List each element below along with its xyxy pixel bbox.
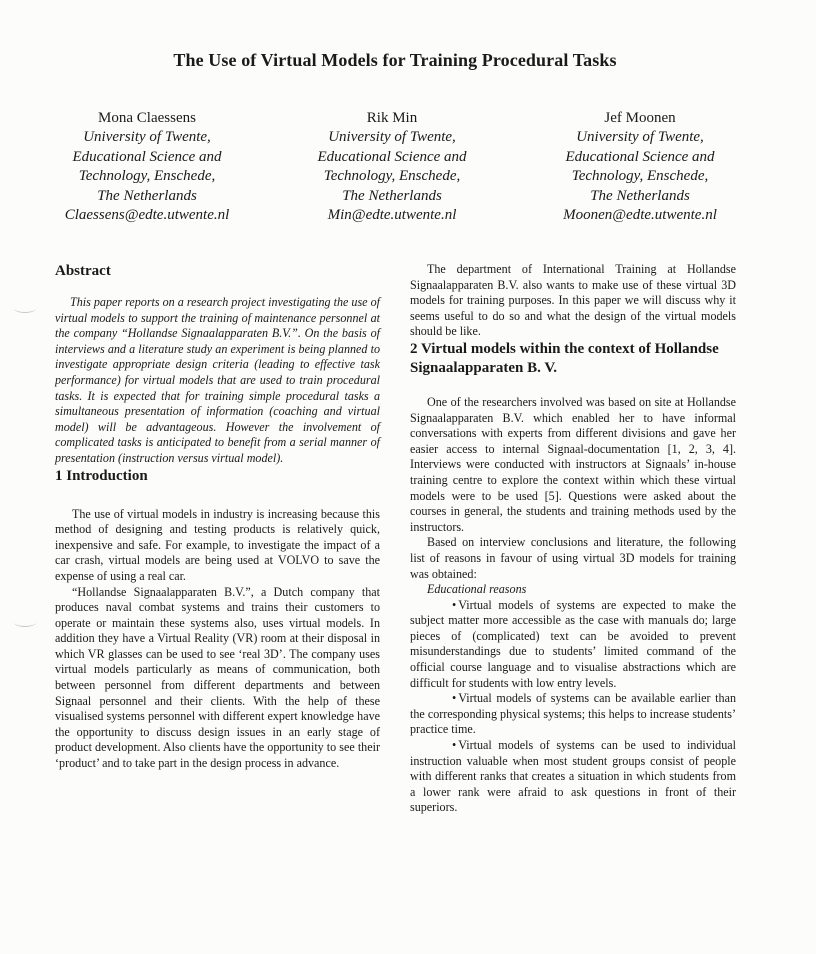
paragraph: One of the researchers involved was based on site at Hollandse Signaalapparaten B.V. which enabled her to have informal conversations with experts from different divisions and gave her easier access to internal Signaal-documentation [1, 2, 3, 4]. Interviews were conducted with instructors at Signaals’ in-house training centre to explore the context within which these virtual models were to be used [5]. Questions were asked about the courses in general, the students and training methods used by the instructors. bbox=[410, 394, 736, 534]
bullet-item: • Virtual models of systems can be used to individual instruction valuable when most student groups consist of people with different ranks that creates a situation in which students from a lower rank were afraid to ask questions in front of their superiors. bbox=[410, 738, 736, 816]
section-heading-introduction: 1 Introduction bbox=[55, 467, 148, 484]
bullet-item: • Virtual models of systems are expected to make the subject matter more accessible as the case with manuals do; large pieces of (complicated) text can be avoided to prevent misunderstandings due to students’ limited command of the official course language and to visualise abstractions which are difficult for students with low entry levels. bbox=[410, 598, 736, 692]
abstract-text: This paper reports on a research project investigating the use of virtual models to support the training of maintenance personnel at the company “Hollandse Signaalapparaten B.V.”. On the basis of interviews and a literature study an experiment is being planned to investigate appropriate design criteria (leading to effective task performance) for virtual models that are used to train procedural tasks. It is expected that for training simple procedural tasks a simultaneous presentation of information (coaching and virtual model) will be advantageous. However the involvement of complicated tasks is anticipated to benefit from a serial manner of presentation (instruction versus virtual model). bbox=[55, 295, 380, 465]
author-block bbox=[272, 109, 512, 225]
author-affiliation: Technology, Enschede, bbox=[78, 168, 216, 185]
author-affiliation: Educational Science and bbox=[317, 148, 467, 165]
paragraph: Based on interview conclusions and literature, the following list of reasons in favour of using virtual 3D models for training was obtained: bbox=[410, 535, 736, 581]
author-affiliation: University of Twente, bbox=[328, 129, 456, 146]
author-block bbox=[520, 109, 760, 225]
author-affiliation: Technology, Enschede, bbox=[571, 168, 709, 185]
author-affiliation: Educational Science and bbox=[565, 148, 715, 165]
binder-hole-mark bbox=[14, 304, 36, 313]
section-heading-virtual-models: 2 Virtual models within the context of Hollandse Signaalapparaten B. V. bbox=[410, 340, 719, 376]
subsection-heading: Educational reasons bbox=[427, 582, 527, 597]
author-affiliation: University of Twente, bbox=[83, 129, 211, 146]
paragraph: “Hollandse Signaalapparaten B.V.”, a Dutch company that produces naval combat systems and trains their customers to operate or maintain these systems also, uses virtual models. In addition they have a Virtual Reality (VR) room at their disposal in which VR glasses can be used to see ‘real 3D’. The company uses virtual models particularly as means of communication, both between personnel from different departments and between Signaal personnel and their clients. With the help of these visualised systems personnel with different expert knowledge have the opportunity to discuss design issues in an early stage of product development. Also clients have the opportunity to see their ‘product’ and to take part in the design process in advance. bbox=[55, 584, 380, 771]
paper-title: The Use of Virtual Models for Training Procedural Tasks bbox=[173, 50, 617, 70]
abstract-heading: Abstract bbox=[55, 263, 111, 279]
binder-hole-mark bbox=[14, 618, 36, 627]
bullet-item: • Virtual models of systems can be available earlier than the corresponding physical systems; this helps to increase students’ practice time. bbox=[410, 691, 736, 738]
author-name: Rik Min bbox=[366, 110, 418, 126]
paragraph: The department of International Training at Hollandse Signaalapparaten B.V. also wants to make use of these virtual 3D models for training purposes. In this paper we will discuss why it seems useful to do so and what the design of the virtual models should be like. bbox=[410, 262, 736, 339]
right-column bbox=[410, 262, 736, 816]
author-affiliation: University of Twente, bbox=[576, 129, 704, 146]
author-affiliation: Technology, Enschede, bbox=[323, 168, 461, 185]
paragraph: The use of virtual models in industry is increasing because this method of designing and testing products is relatively quick, inexpensive and safe. For example, to investigate the impact of a car crash, virtual models are being used at VOLVO to save the expense of using a real car. bbox=[55, 506, 380, 583]
author-email: Claessens@edte.utwente.nl bbox=[64, 207, 230, 224]
author-email: Min@edte.utwente.nl bbox=[327, 207, 457, 224]
author-email: Moonen@edte.utwente.nl bbox=[563, 207, 717, 224]
author-affiliation: Educational Science and bbox=[72, 148, 222, 165]
author-name: Mona Claessens bbox=[98, 110, 196, 126]
author-block bbox=[27, 109, 267, 225]
author-name: Jef Moonen bbox=[604, 110, 676, 126]
author-affiliation: The Netherlands bbox=[97, 187, 197, 204]
author-affiliation: The Netherlands bbox=[342, 187, 442, 204]
author-affiliation: The Netherlands bbox=[590, 187, 690, 204]
left-column bbox=[55, 262, 380, 772]
